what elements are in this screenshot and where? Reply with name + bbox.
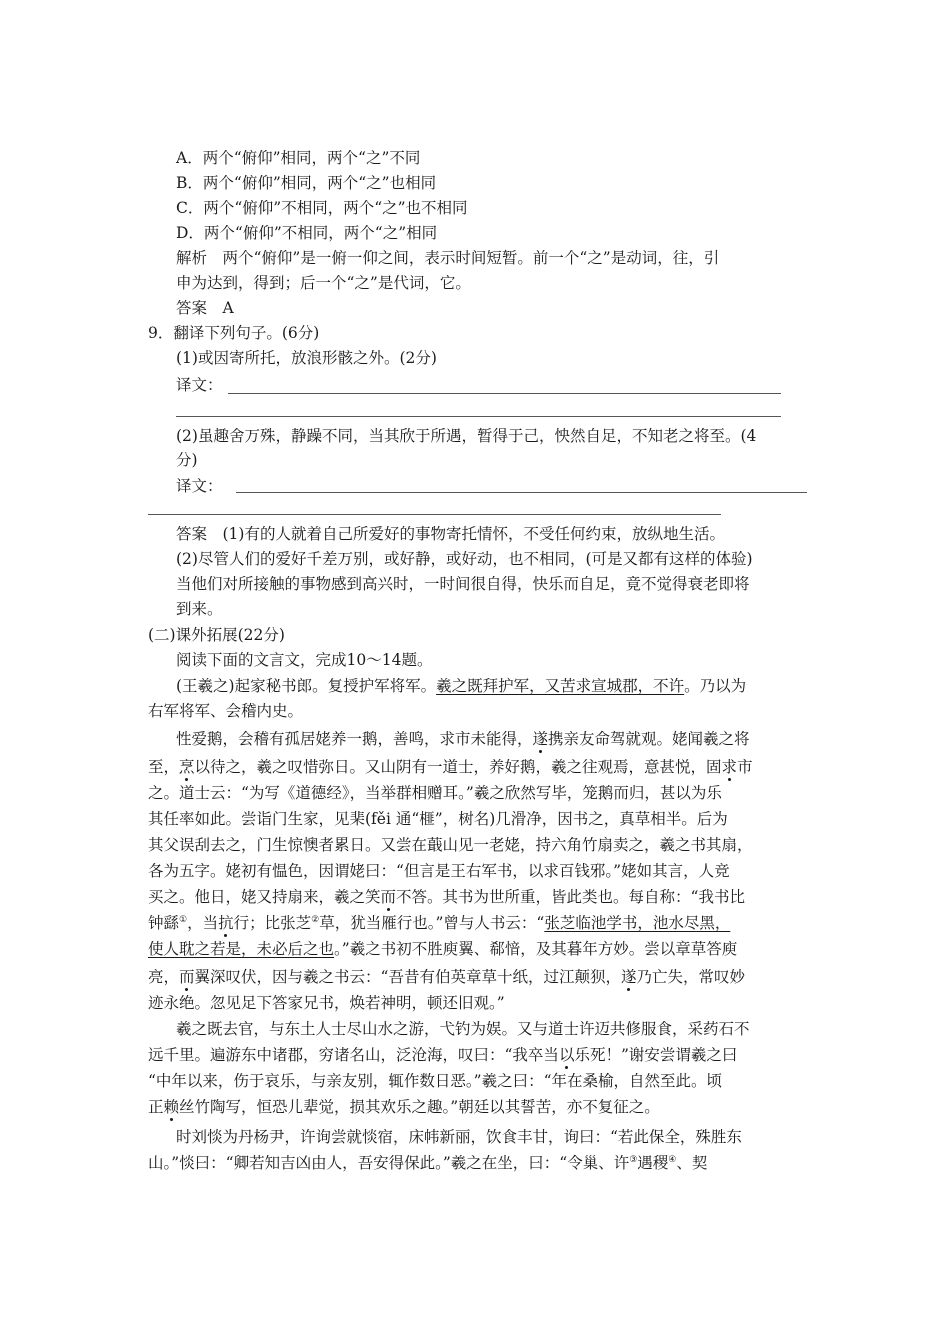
dotted-char: 遂 — [620, 968, 637, 986]
passage-p2-line-5: 其父误刮去之，门生惊懊者累日。又尝在蕺山见一老姥，持六角竹扇卖之，羲之书其扇， — [148, 836, 753, 854]
passage-p3-line-3: “中年以来，伤于哀乐，与亲友别，辄作数日恶。”羲之曰：“年在桑榆，自然至此。顷 — [148, 1072, 723, 1090]
dotted-char: 而 — [380, 888, 397, 906]
passage-p2-line-7: 买之。他日，姥又持扇来，羲之笑而不答。其书为世所重，皆此类也。每自称：“我书比 — [148, 888, 745, 906]
option-d: D．两个“俯仰”不相同，两个“之”相同 — [176, 224, 438, 242]
underlined-sentence: 使人耽之若是，未必后之也 — [148, 940, 335, 958]
passage-p2-line-10: 亮，而翼深叹伏，因与羲之书云：“吾昔有伯英章草十纸，过江颠狈，遂乃亡失，常叹妙 — [148, 968, 745, 986]
option-c: C．两个“俯仰”不相同，两个“之”也不相同 — [176, 199, 468, 217]
passage-p2-line-3: 之。道士云：“为写《道德经》，当举群相赠耳。”羲之欣然写毕，笼鹅而归，甚以为乐 — [148, 784, 722, 802]
dotted-char: 抗 — [218, 914, 234, 932]
dotted-char: 遂 — [532, 730, 549, 748]
q9-translation-label-2: 译文： — [176, 477, 223, 495]
passage-p2-line-2: 至，烹以待之，羲之叹惜弥日。又山阴有一道士，养好鹅，羲之往观焉，意甚悦，固求市 — [148, 758, 753, 776]
option-b: B．两个“俯仰”相同，两个“之”也相同 — [176, 174, 437, 192]
passage-p4-line-1: 时刘惔为丹杨尹，许询尝就惔宿，床帏新丽，饮食丰甘，询曰：“若此保全，殊胜东 — [176, 1128, 742, 1146]
passage-p1-line-2: 右军将军、会稽内史。 — [148, 702, 304, 720]
dotted-char: 以 — [558, 1046, 575, 1064]
dotted-char: 而 — [179, 968, 195, 986]
passage-p2-line-6: 各为五字。姥初有愠色，因谓姥曰：“但言是王右军书，以求百钱邪。”姥如其言，人竞 — [148, 862, 730, 880]
passage-p2-line-9: 使人耽之若是，未必后之也。”羲之书初不胜庾翼、郗愔，及其暮年方妙。尝以章草答庾 — [148, 940, 738, 958]
dotted-char: 赖 — [163, 1098, 180, 1116]
q9-translation-label-1: 译文： — [176, 376, 223, 394]
answer-9-line-3: 当他们对所接触的事物感到高兴时，一时间很自得，快乐而自足，竟不觉得衰老即将 — [176, 575, 750, 593]
passage-p4-line-2: 山。”惔曰：“卿若知吉凶由人，吾安得保此。”羲之在坐，曰：“令巢、许③遇稷④、契 — [148, 1154, 708, 1172]
answer-8: 答案 A — [176, 299, 234, 317]
footnote-mark: ① — [179, 914, 188, 925]
analysis-line-1: 解析 两个“俯仰”是一俯一仰之间，表示时间短暂。前一个“之”是动词，往，引 — [176, 249, 720, 267]
q9-sentence-2-line-2: 分) — [176, 451, 198, 469]
section-2-title: (二)课外拓展(22分) — [148, 626, 285, 644]
passage-p3-line-1: 羲之既去官，与东土人士尽山水之游，弋钓为娱。又与道士许迈共修服食，采药石不 — [176, 1020, 750, 1038]
question-9-title: 9．翻译下列句子。(6分) — [148, 324, 320, 342]
answer-blank-line — [148, 514, 721, 515]
footnote-mark: ② — [311, 914, 320, 925]
section-2-intro: 阅读下面的文言文，完成10～14题。 — [176, 651, 433, 669]
underlined-sentence: 张芝临池学书，池水尽黑， — [544, 914, 731, 932]
passage-p2-line-11: 迹永绝。忽见足下答家兄书，焕若神明，顿还旧观。” — [148, 994, 505, 1012]
passage-p2-line-1: 性爱鹅，会稽有孤居姥养一鹅，善鸣，求市未能得，遂携亲友命驾就观。姥闻羲之将 — [176, 730, 750, 748]
passage-p1-line-1: (王羲之)起家秘书郎。复授护军将军。羲之既拜护军，又苦求宣城郡，不许。乃以为 — [176, 677, 747, 695]
answer-9-line-2: (2)尽管人们的爱好千差万别，或好静，或好动，也不相同，(可是又都有这样的体验) — [176, 550, 753, 568]
passage-p2-line-4: 其任率如此。尝诣门生家，见棐(fěi 通“榧”，树名)几滑净，因书之，真草相半。后为 — [148, 810, 728, 828]
answer-9-line-1: 答案 (1)有的人就着自己所爱好的事物寄托情怀，不受任何约束，放纵地生活。 — [176, 525, 725, 543]
analysis-line-2: 申为达到，得到；后一个“之”是代词，它。 — [176, 274, 471, 292]
passage-p2-line-8: 钟繇①，当抗行；比张芝②草，犹当雁行也。”曾与人书云：“张芝临池学书，池水尽黑， — [148, 914, 731, 932]
dotted-char: 烹 — [179, 758, 195, 776]
q9-sentence-2-line-1: (2)虽趣舍万殊，静躁不同，当其欣于所遇，暂得于己，怏然自足，不知老之将至。(4 — [176, 427, 757, 445]
answer-blank-line — [236, 492, 807, 493]
answer-9-line-4: 到来。 — [176, 600, 223, 618]
q9-sentence-1: (1)或因寄所托，放浪形骸之外。(2分) — [176, 349, 437, 367]
passage-p3-line-4: 正赖丝竹陶写，恒恐儿辈觉，损其欢乐之趣。”朝廷以其誓苦，亦不复征之。 — [148, 1098, 660, 1116]
answer-blank-line — [176, 416, 781, 417]
underlined-sentence: 羲之既拜护军，又苦求宣城郡，不许 — [436, 677, 685, 695]
footnote-mark: ④ — [668, 1154, 677, 1165]
footnote-mark: ③ — [629, 1154, 638, 1165]
passage-p3-line-2: 远千里。遍游东中诸郡，穷诸名山，泛沧海，叹曰：“我卒当以乐死！”谢安尝谓羲之曰 — [148, 1046, 738, 1064]
option-a: A．两个“俯仰”相同，两个“之”不同 — [176, 149, 421, 167]
dotted-char: 求 — [721, 758, 738, 776]
answer-blank-line — [228, 393, 781, 394]
